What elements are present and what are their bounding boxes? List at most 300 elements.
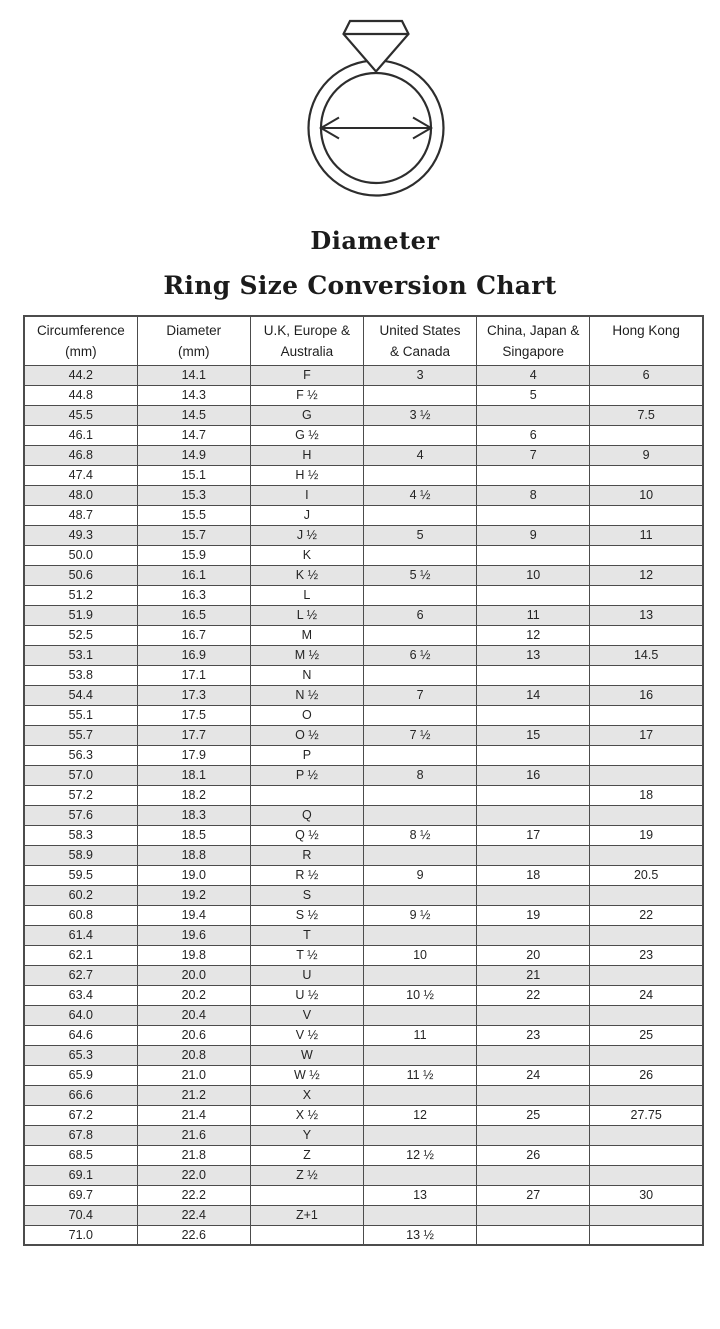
table-cell: 30 (590, 1185, 703, 1205)
table-cell: 10 (363, 945, 476, 965)
table-row (24, 445, 703, 465)
table-cell (590, 505, 703, 525)
column-header: U.K, Europe & Australia (250, 316, 363, 365)
table-row (24, 705, 703, 725)
table-cell: P ½ (250, 765, 363, 785)
table-cell (590, 1145, 703, 1165)
table-cell: T (250, 925, 363, 945)
table-cell: 19.4 (137, 905, 250, 925)
table-row (24, 1125, 703, 1145)
table-cell: 17 (590, 725, 703, 745)
table-cell: 21.8 (137, 1145, 250, 1165)
table-cell: Z (250, 1145, 363, 1165)
table-row (24, 845, 703, 865)
table-cell (590, 585, 703, 605)
table-cell: K (250, 545, 363, 565)
table-cell: R ½ (250, 865, 363, 885)
table-cell: 69.1 (24, 1165, 137, 1185)
table-cell (590, 1125, 703, 1145)
table-cell (590, 965, 703, 985)
table-row (24, 1065, 703, 1085)
table-cell: 58.9 (24, 845, 137, 865)
table-cell: 19.8 (137, 945, 250, 965)
table-cell: 8 (477, 485, 590, 505)
table-cell: 14 (477, 685, 590, 705)
table-cell: 15.5 (137, 505, 250, 525)
table-cell (363, 1045, 476, 1065)
table-cell: 9 (363, 865, 476, 885)
table-cell (477, 585, 590, 605)
table-row (24, 825, 703, 845)
table-cell: N ½ (250, 685, 363, 705)
table-cell: 25 (590, 1025, 703, 1045)
table-cell (363, 705, 476, 725)
table-cell: 12 ½ (363, 1145, 476, 1165)
table-cell: 22 (477, 985, 590, 1005)
table-cell: 46.1 (24, 425, 137, 445)
table-cell: 48.0 (24, 485, 137, 505)
table-cell: 18.8 (137, 845, 250, 865)
table-cell: 70.4 (24, 1205, 137, 1225)
table-cell: 20 (477, 945, 590, 965)
table-cell: O (250, 705, 363, 725)
page-title: Ring Size Conversion Chart (163, 271, 557, 300)
table-cell (590, 1045, 703, 1065)
table-row (24, 1105, 703, 1125)
table-row (24, 785, 703, 805)
table-cell: 21.6 (137, 1125, 250, 1145)
table-cell: H (250, 445, 363, 465)
table-cell: 9 ½ (363, 905, 476, 925)
table-row (24, 725, 703, 745)
table-cell: O ½ (250, 725, 363, 745)
table-cell: 13 (363, 1185, 476, 1205)
table-cell: 22.6 (137, 1225, 250, 1245)
table-row (24, 925, 703, 945)
table-cell: 51.9 (24, 605, 137, 625)
table-cell: 26 (477, 1145, 590, 1165)
table-row (24, 405, 703, 425)
table-cell (363, 1005, 476, 1025)
table-cell: 24 (477, 1065, 590, 1085)
table-cell: 4 ½ (363, 485, 476, 505)
table-cell: 19.6 (137, 925, 250, 945)
table-cell: 22.2 (137, 1185, 250, 1205)
table-cell: L ½ (250, 605, 363, 625)
table-cell (477, 1205, 590, 1225)
table-cell: 12 (477, 625, 590, 645)
table-cell: 13 (477, 645, 590, 665)
table-cell (363, 805, 476, 825)
table-cell (590, 925, 703, 945)
table-cell: 27 (477, 1185, 590, 1205)
table-row (24, 1085, 703, 1105)
table-row (24, 1025, 703, 1045)
table-row (24, 685, 703, 705)
table-cell: Z+1 (250, 1205, 363, 1225)
table-cell (477, 925, 590, 945)
table-cell: M (250, 625, 363, 645)
table-cell: 11 ½ (363, 1065, 476, 1085)
table-cell: P (250, 745, 363, 765)
table-cell: 16.9 (137, 645, 250, 665)
table-body (24, 365, 703, 1245)
table-cell (363, 745, 476, 765)
table-cell: 14.1 (137, 365, 250, 385)
table-cell (477, 885, 590, 905)
table-cell: 51.2 (24, 585, 137, 605)
table-cell (590, 845, 703, 865)
table-cell: 14.3 (137, 385, 250, 405)
table-cell: 9 (477, 525, 590, 545)
table-cell (590, 425, 703, 445)
table-cell: N (250, 665, 363, 685)
table-cell: 27.75 (590, 1105, 703, 1125)
table-cell: 44.8 (24, 385, 137, 405)
table-row (24, 425, 703, 445)
table-cell: 17.7 (137, 725, 250, 745)
table-cell: Q ½ (250, 825, 363, 845)
table-cell: Z ½ (250, 1165, 363, 1185)
table-cell (477, 805, 590, 825)
table-cell: 46.8 (24, 445, 137, 465)
table-cell: 10 ½ (363, 985, 476, 1005)
table-cell: 66.6 (24, 1085, 137, 1105)
table-cell: Q (250, 805, 363, 825)
table-row (24, 465, 703, 485)
table-cell (250, 1225, 363, 1245)
table-cell (363, 665, 476, 685)
table-cell: 5 (477, 385, 590, 405)
table-cell (363, 885, 476, 905)
table-cell: 15.3 (137, 485, 250, 505)
table-cell: 16.1 (137, 565, 250, 585)
table-cell: 13 ½ (363, 1225, 476, 1245)
table-cell: V ½ (250, 1025, 363, 1045)
table-cell: 16.7 (137, 625, 250, 645)
table-cell: 15 (477, 725, 590, 745)
table-cell: J ½ (250, 525, 363, 545)
table-cell: Y (250, 1125, 363, 1145)
table-cell: 69.7 (24, 1185, 137, 1205)
table-cell (363, 465, 476, 485)
table-cell (477, 665, 590, 685)
column-header: Circumference (mm) (24, 316, 137, 365)
table-cell (477, 745, 590, 765)
table-cell: 54.4 (24, 685, 137, 705)
diamond-ring-icon (0, 0, 720, 210)
column-header: Diameter (mm) (137, 316, 250, 365)
table-row (24, 1165, 703, 1185)
table-cell: 50.6 (24, 565, 137, 585)
column-header: United States & Canada (363, 316, 476, 365)
table-cell: 4 (477, 365, 590, 385)
table-row (24, 965, 703, 985)
table-cell: 68.5 (24, 1145, 137, 1165)
column-header: Hong Kong (590, 316, 703, 365)
table-cell (363, 585, 476, 605)
table-row (24, 385, 703, 405)
table-cell: 18 (477, 865, 590, 885)
table-cell: J (250, 505, 363, 525)
table-cell: L (250, 585, 363, 605)
table-cell (477, 1085, 590, 1105)
table-cell: 22.0 (137, 1165, 250, 1185)
table-cell: 7 ½ (363, 725, 476, 745)
table-cell (590, 1205, 703, 1225)
table-cell: 16 (590, 685, 703, 705)
table-cell: 49.3 (24, 525, 137, 545)
table-cell: 21 (477, 965, 590, 985)
table-cell (250, 1185, 363, 1205)
table-cell: I (250, 485, 363, 505)
table-cell: 14.5 (590, 645, 703, 665)
table-cell: 10 (590, 485, 703, 505)
table-cell: V (250, 1005, 363, 1025)
table-cell: 7.5 (590, 405, 703, 425)
table-cell: 26 (590, 1065, 703, 1085)
table-cell: 57.2 (24, 785, 137, 805)
table-cell: 25 (477, 1105, 590, 1125)
table-row (24, 665, 703, 685)
table-cell: R (250, 845, 363, 865)
table-cell (363, 1125, 476, 1145)
table-header (24, 316, 703, 365)
table-cell (477, 705, 590, 725)
table-cell: 63.4 (24, 985, 137, 1005)
table-cell (363, 785, 476, 805)
table-cell (590, 705, 703, 725)
table-cell: 64.6 (24, 1025, 137, 1045)
table-row (24, 365, 703, 385)
table-cell: 20.8 (137, 1045, 250, 1065)
table-cell (590, 1165, 703, 1185)
table-cell: 15.9 (137, 545, 250, 565)
table-cell: 17.1 (137, 665, 250, 685)
table-cell: 6 ½ (363, 645, 476, 665)
table-cell: 6 (477, 425, 590, 445)
table-cell: 7 (363, 685, 476, 705)
table-cell (590, 765, 703, 785)
ring-size-table (23, 315, 704, 1246)
table-cell: U ½ (250, 985, 363, 1005)
table-cell: 48.7 (24, 505, 137, 525)
table-row (24, 805, 703, 825)
table-cell: 50.0 (24, 545, 137, 565)
table-cell: 60.2 (24, 885, 137, 905)
table-cell: S ½ (250, 905, 363, 925)
table-cell (477, 1125, 590, 1145)
table-row (24, 945, 703, 965)
table-cell: 65.9 (24, 1065, 137, 1085)
table-cell (363, 1205, 476, 1225)
table-cell: 60.8 (24, 905, 137, 925)
table-cell: 52.5 (24, 625, 137, 645)
table-cell: 8 ½ (363, 825, 476, 845)
table-cell (590, 545, 703, 565)
table-row (24, 1145, 703, 1165)
diameter-arrow-icon (321, 118, 431, 139)
table-cell (363, 925, 476, 945)
table-cell: K ½ (250, 565, 363, 585)
table-cell (363, 545, 476, 565)
table-cell (363, 385, 476, 405)
table-cell (477, 785, 590, 805)
table-row (24, 765, 703, 785)
table-cell: M ½ (250, 645, 363, 665)
table-cell: 8 (363, 765, 476, 785)
table-cell: 19.0 (137, 865, 250, 885)
table-cell: 58.3 (24, 825, 137, 845)
table-cell: 17 (477, 825, 590, 845)
table-cell: T ½ (250, 945, 363, 965)
table-cell: 21.4 (137, 1105, 250, 1125)
table-cell: 5 (363, 525, 476, 545)
table-cell: S (250, 885, 363, 905)
table-cell: 22.4 (137, 1205, 250, 1225)
table-cell: 11 (590, 525, 703, 545)
table-cell: 12 (590, 565, 703, 585)
table-cell: 23 (590, 945, 703, 965)
table-row (24, 1045, 703, 1065)
table-cell: W ½ (250, 1065, 363, 1085)
table-cell: 59.5 (24, 865, 137, 885)
table-cell (590, 465, 703, 485)
table-cell: 19 (477, 905, 590, 925)
table-cell: 17.3 (137, 685, 250, 705)
table-cell: 4 (363, 445, 476, 465)
table-cell: 22 (590, 905, 703, 925)
table-row (24, 585, 703, 605)
table-row (24, 985, 703, 1005)
table-cell: 16 (477, 765, 590, 785)
table-cell: U (250, 965, 363, 985)
table-cell: 20.4 (137, 1005, 250, 1025)
table-cell: X ½ (250, 1105, 363, 1125)
table-cell (477, 1225, 590, 1245)
table-cell: 17.5 (137, 705, 250, 725)
table-cell (363, 1085, 476, 1105)
table-cell (590, 665, 703, 685)
table-cell: 19 (590, 825, 703, 845)
table-cell: 23 (477, 1025, 590, 1045)
table-row (24, 485, 703, 505)
table-cell: 20.0 (137, 965, 250, 985)
table-cell: 24 (590, 985, 703, 1005)
table-cell: 16.3 (137, 585, 250, 605)
table-cell: G (250, 405, 363, 425)
table-cell (250, 785, 363, 805)
table-cell: 55.1 (24, 705, 137, 725)
table-cell: 67.8 (24, 1125, 137, 1145)
table-row (24, 505, 703, 525)
table-cell (477, 1045, 590, 1065)
table-cell (590, 805, 703, 825)
table-cell: H ½ (250, 465, 363, 485)
table-cell (590, 885, 703, 905)
table-cell: 19.2 (137, 885, 250, 905)
figure-label: Diameter (310, 226, 440, 255)
table-cell: 9 (590, 445, 703, 465)
table-cell: 57.6 (24, 805, 137, 825)
table-cell: 6 (590, 365, 703, 385)
table-cell: 7 (477, 445, 590, 465)
table-cell: 62.7 (24, 965, 137, 985)
table-cell: 56.3 (24, 745, 137, 765)
table-cell: 18.3 (137, 805, 250, 825)
table-cell (363, 625, 476, 645)
table-cell: 55.7 (24, 725, 137, 745)
table-cell (363, 965, 476, 985)
table-row (24, 605, 703, 625)
table-cell (477, 505, 590, 525)
table-cell: 18.2 (137, 785, 250, 805)
table-row (24, 1225, 703, 1245)
table-header-row (24, 316, 703, 365)
table-cell: 20.6 (137, 1025, 250, 1045)
table-cell: 14.5 (137, 405, 250, 425)
table-cell (590, 1225, 703, 1245)
table-cell: 13 (590, 605, 703, 625)
table-cell (590, 745, 703, 765)
table-row (24, 1205, 703, 1225)
table-cell (363, 505, 476, 525)
table-cell (590, 625, 703, 645)
table-cell (477, 545, 590, 565)
table-cell: 71.0 (24, 1225, 137, 1245)
table-cell: 16.5 (137, 605, 250, 625)
table-cell (477, 845, 590, 865)
table-cell: W (250, 1045, 363, 1065)
table-cell: 21.0 (137, 1065, 250, 1085)
table-cell: 14.9 (137, 445, 250, 465)
table-cell (363, 425, 476, 445)
table-cell: 18.1 (137, 765, 250, 785)
table-row (24, 865, 703, 885)
table-cell: 20.5 (590, 865, 703, 885)
table-cell: 67.2 (24, 1105, 137, 1125)
table-cell: 44.2 (24, 365, 137, 385)
table-row (24, 625, 703, 645)
table-cell: 61.4 (24, 925, 137, 945)
table-cell: 11 (477, 605, 590, 625)
table-cell (477, 1005, 590, 1025)
table-cell (477, 1165, 590, 1185)
table-cell: 53.8 (24, 665, 137, 685)
table-cell: G ½ (250, 425, 363, 445)
table-cell (590, 385, 703, 405)
table-cell: X (250, 1085, 363, 1105)
table-cell (363, 1165, 476, 1185)
table-row (24, 1005, 703, 1025)
table-cell: 45.5 (24, 405, 137, 425)
table-row (24, 905, 703, 925)
table-row (24, 745, 703, 765)
table-cell: 20.2 (137, 985, 250, 1005)
table-cell: 18 (590, 785, 703, 805)
table-cell: 3 (363, 365, 476, 385)
table-cell: 15.1 (137, 465, 250, 485)
table-cell (590, 1085, 703, 1105)
table-cell: 62.1 (24, 945, 137, 965)
table-cell: 10 (477, 565, 590, 585)
table-cell: F (250, 365, 363, 385)
table-cell (363, 845, 476, 865)
table-cell: 3 ½ (363, 405, 476, 425)
table-row (24, 525, 703, 545)
table-cell: 64.0 (24, 1005, 137, 1025)
table-row (24, 545, 703, 565)
